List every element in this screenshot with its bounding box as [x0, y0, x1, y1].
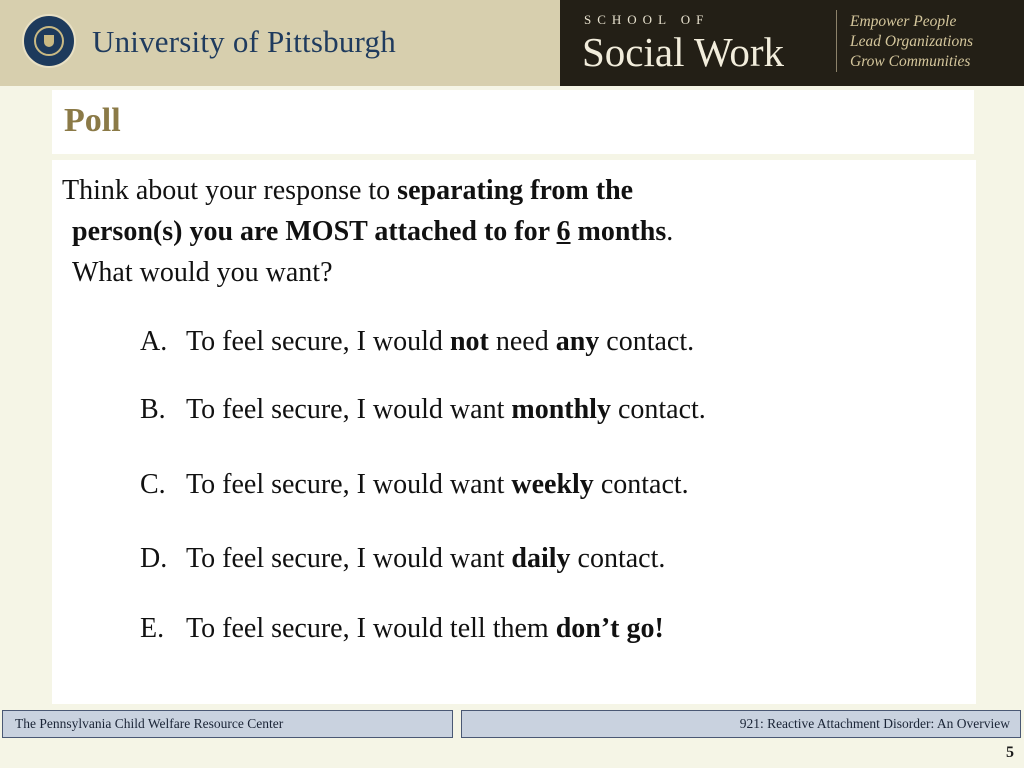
university-name: University of Pittsburgh — [92, 24, 396, 59]
question-duration-number: 6 — [556, 216, 571, 247]
option-text: contact. — [610, 394, 706, 425]
tagline-line: Lead Organizations — [850, 33, 974, 50]
content-box — [52, 160, 976, 704]
poll-option-e — [140, 613, 664, 645]
poll-option-b — [140, 394, 706, 426]
option-text: To feel secure, I would want — [186, 469, 512, 500]
question-line-2 — [62, 211, 952, 252]
poll-question — [62, 170, 952, 293]
page-number: 5 — [1006, 744, 1014, 761]
university-seal-icon — [22, 14, 76, 68]
option-text: To feel secure, I would tell them — [186, 613, 556, 644]
option-text: contact. — [593, 469, 689, 500]
header-banner — [0, 0, 1024, 86]
slide-title: Poll — [64, 102, 121, 139]
question-line-1 — [62, 170, 952, 211]
poll-option-c — [140, 469, 689, 501]
question-text: Think about your response to — [62, 175, 398, 206]
poll-option-d — [140, 543, 665, 575]
option-text: contact. — [570, 543, 666, 574]
option-text: To feel secure, I would want — [186, 394, 512, 425]
option-text: need — [488, 326, 556, 357]
question-line-3: What would you want? — [72, 257, 333, 288]
banner-divider — [836, 10, 837, 72]
school-name: Social Work — [582, 29, 785, 75]
option-text: contact. — [599, 326, 695, 357]
footer-course-title: 921: Reactive Attachment Disorder: An Overview — [461, 710, 1021, 738]
tagline — [850, 12, 973, 72]
question-emphasis: separating from the — [397, 175, 634, 206]
tagline-line: Grow Communities — [850, 53, 971, 70]
option-emphasis: any — [555, 326, 600, 357]
tagline-line: Empower People — [850, 13, 957, 30]
question-emphasis: person(s) you are MOST attached to for — [72, 216, 557, 247]
option-emphasis: daily — [511, 543, 571, 574]
university-banner — [0, 0, 560, 86]
option-letter: B. — [140, 394, 166, 425]
title-box — [52, 90, 974, 154]
option-letter: D. — [140, 543, 168, 574]
question-emphasis: months — [570, 216, 667, 247]
school-of-label: SCHOOL OF — [584, 12, 710, 27]
option-text: To feel secure, I would want — [186, 543, 512, 574]
option-letter: E. — [140, 613, 165, 644]
option-letter: A. — [140, 326, 168, 357]
option-letter: C. — [140, 469, 166, 500]
poll-option-a — [140, 326, 694, 358]
option-emphasis: don’t go! — [555, 613, 664, 644]
option-text: To feel secure, I would — [186, 326, 450, 357]
option-emphasis: not — [449, 326, 489, 357]
question-punctuation: . — [666, 216, 674, 247]
option-emphasis: monthly — [511, 394, 611, 425]
footer-organization: The Pennsylvania Child Welfare Resource Center — [2, 710, 453, 738]
option-emphasis: weekly — [511, 469, 594, 500]
